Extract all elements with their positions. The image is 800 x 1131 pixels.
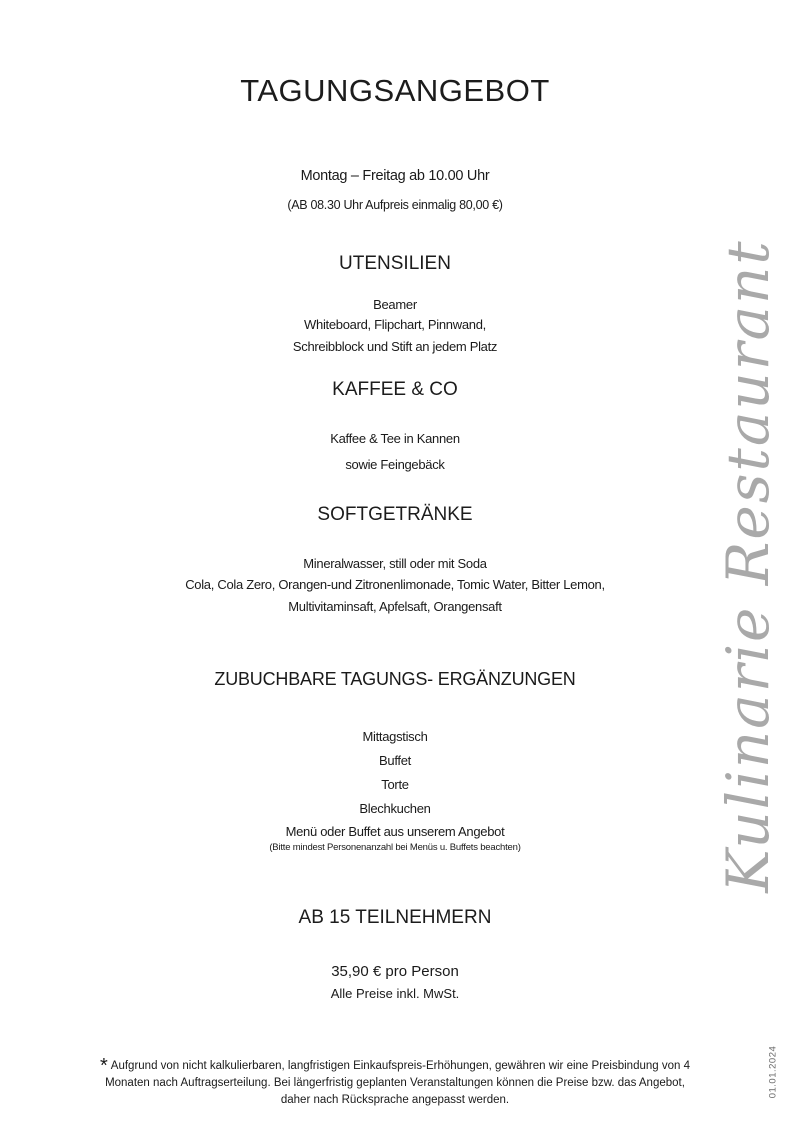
price-per-person: 35,90 € pro Person [331,963,459,980]
softgetraenke-item: Mineralwasser, still oder mit Soda [303,556,487,571]
ergaenzungen-item: Mittagstisch [362,729,428,744]
heading-softgetraenke: SOFTGETRÄNKE [317,504,473,525]
ergaenzungen-note: (Bitte mindest Personenanzahl bei Menüs u. Buffets beachten) [269,842,521,853]
heading-utensilien: UTENSILIEN [339,253,451,274]
heading-ergaenzungen: ZUBUCHBARE TAGUNGS- ERGÄNZUNGEN [214,669,576,689]
page-title: TAGUNGSANGEBOT [240,73,550,108]
ergaenzungen-item: Menü oder Buffet aus unserem Angebot [285,824,505,839]
softgetraenke-item: Cola, Cola Zero, Orangen-und Zitronenlimonade, Tomic Water, Bitter Lemon, [185,577,605,592]
document-date: 01.01.2024 [767,1045,779,1099]
utensilien-item: Schreibblock und Stift an jedem Platz [292,339,498,354]
ergaenzungen-item: Blechkuchen [359,801,431,816]
schedule-note: (AB 08.30 Uhr Aufpreis einmalig 80,00 €) [287,198,503,212]
schedule-line: Montag – Freitag ab 10.00 Uhr [300,168,490,184]
footer-text: Aufgrund von nicht kalkulierbaren, langfristigen Einkaufspreis-Erhöhungen, gewähren wir eine Preisbindung von 4 Monaten nach Auftragserteilung. Bei längerfristig geplanten Veranstaltungen können die Preise bzw. das Angebot, daher nach Rücksprache angepasst werden. [105,1060,690,1106]
footer-disclaimer [95,1055,695,1109]
kaffee-item: sowie Feingebäck [345,457,445,472]
utensilien-item: Beamer [373,297,417,312]
tax-note: Alle Preise inkl. MwSt. [330,986,460,1001]
heading-teilnehmer: AB 15 TEILNEHMERN [298,907,492,928]
ergaenzungen-item: Torte [381,777,409,792]
kaffee-item: Kaffee & Tee in Kannen [330,431,460,446]
asterisk: * [100,1055,108,1077]
signature-logo: Kulinarie Restaurant [714,239,782,893]
utensilien-item: Whiteboard, Flipchart, Pinnwand, [304,317,486,332]
softgetraenke-item: Multivitaminsaft, Apfelsaft, Orangensaft [288,599,502,614]
heading-kaffee: KAFFEE & CO [332,379,458,400]
ergaenzungen-item: Buffet [379,753,411,768]
